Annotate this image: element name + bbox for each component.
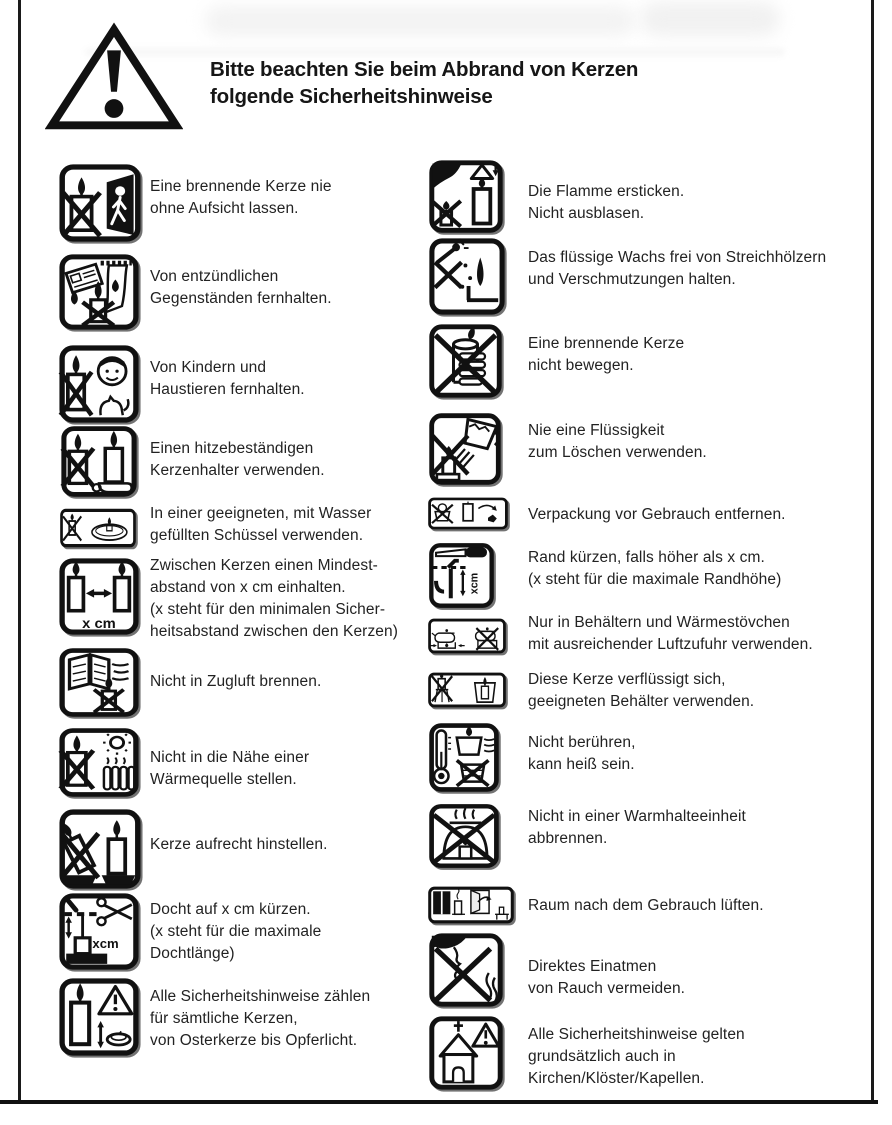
safety-text (528, 181, 684, 225)
text-line: abbrennen. (528, 830, 608, 847)
text-line: Nicht ausblasen. (528, 205, 645, 222)
water-bowl-icon (60, 508, 136, 548)
smother-flame-icon (428, 159, 504, 234)
text-line: Nur in Behältern und Wärmestövchen (528, 614, 790, 631)
safety-text (150, 899, 321, 965)
text-line: Von Kindern und (150, 359, 267, 376)
page-title (210, 56, 638, 110)
text-line: zum Löschen verwenden. (528, 444, 707, 461)
heat-source-icon (58, 727, 140, 798)
scan-bleedthrough (205, 6, 635, 36)
text-line: ohne Aufsicht lassen. (150, 200, 299, 217)
text-line: Haustieren fernhalten. (150, 381, 305, 398)
text-line: für sämtliche Kerzen, (150, 1010, 298, 1027)
heat-resistant-holder-icon (60, 425, 138, 498)
text-line: kann heiß sein. (528, 756, 635, 773)
text-line: (x steht für den minimalen Sicher- (150, 601, 386, 618)
safety-text (528, 333, 684, 377)
text-line: Rand kürzen, falls höher als x cm. (528, 549, 765, 566)
text-line: (x steht für die maximale (150, 923, 322, 940)
safety-text (150, 266, 332, 310)
text-line: Direktes Einatmen (528, 958, 657, 975)
safety-text (528, 806, 746, 850)
church-icon (428, 1015, 504, 1091)
text-line: Kerze aufrecht hinstellen. (150, 836, 328, 853)
safety-text (528, 1024, 745, 1090)
upright-candle-icon (58, 808, 142, 890)
no-warming-unit-icon (428, 803, 500, 869)
title-line-2: folgende Sicherheitshinweise (210, 85, 493, 108)
children-pets-icon (58, 344, 140, 424)
scan-bleedthrough (640, 2, 780, 36)
safety-text (150, 555, 398, 643)
text-line: Verpackung vor Gebrauch entfernen. (528, 506, 786, 523)
text-line: Nie eine Flüssigkeit (528, 422, 665, 439)
remove-packaging-icon (428, 497, 508, 530)
text-line: Einen hitzebeständigen (150, 440, 314, 457)
text-line: Raum nach dem Gebrauch lüften. (528, 897, 764, 914)
text-line: Das flüssige Wachs frei von Streichhölzern (528, 249, 827, 266)
warning-triangle-svg (45, 22, 183, 132)
safety-text (528, 612, 813, 656)
text-line: geeigneten Behälter verwenden. (528, 693, 755, 710)
all-candles-icon (58, 977, 140, 1057)
text-line: Gegenständen fernhalten. (150, 290, 332, 307)
safety-text (150, 176, 332, 220)
text-line: Kirchen/Klöster/Kapellen. (528, 1070, 705, 1087)
safety-text (528, 956, 685, 1000)
safety-text (150, 438, 325, 482)
safety-text (528, 732, 635, 776)
text-line: gefüllten Schüssel verwenden. (150, 527, 364, 544)
ventilate-room-icon (428, 886, 514, 924)
text-line: Dochtlänge) (150, 945, 235, 962)
trim-rim-icon (428, 542, 495, 609)
page-border-right (871, 0, 874, 1101)
safety-text (150, 834, 328, 856)
safety-text (150, 747, 309, 791)
clean-wax-icon (428, 237, 506, 316)
safety-text (528, 669, 754, 713)
text-line: Die Flamme ersticken. (528, 183, 685, 200)
text-line: Zwischen Kerzen einen Mindest- (150, 557, 378, 574)
trim-wick-icon (58, 892, 140, 971)
text-line: Kerzenhalter verwenden. (150, 462, 325, 479)
svg-text:x cm: x cm (82, 616, 116, 633)
liquefying-candle-icon (428, 672, 506, 708)
text-line: nicht bewegen. (528, 357, 634, 374)
safety-text (150, 503, 371, 547)
text-line: Wärmequelle stellen. (150, 771, 297, 788)
flammable-objects-icon (58, 253, 140, 331)
scan-bleedthrough (85, 48, 785, 56)
warning-triangle-icon (45, 22, 183, 132)
text-line: In einer geeigneten, mit Wasser (150, 505, 372, 522)
title-line-1: Bitte beachten Sie beim Abbrand von Kerzen (210, 58, 639, 81)
candle-distance-icon (58, 557, 140, 636)
safety-text (528, 504, 786, 526)
text-line: und Verschmutzungen halten. (528, 271, 736, 288)
text-line: heitsabstand zwischen den Kerzen) (150, 623, 398, 640)
text-line: grundsätzlich auch in (528, 1048, 676, 1065)
no-liquid-icon (428, 412, 502, 486)
text-line: von Osterkerze bis Opferlicht. (150, 1032, 358, 1049)
hot-surface-icon (428, 722, 500, 793)
safety-text (528, 547, 781, 591)
svg-text:xcm: xcm (92, 936, 119, 952)
text-line: abstand von x cm einhalten. (150, 579, 346, 596)
text-line: Alle Sicherheitshinweise gelten (528, 1026, 745, 1043)
text-line: Nicht in einer Warmhalteeinheit (528, 808, 746, 825)
draft-icon (58, 647, 140, 718)
text-line: Von entzündlichen (150, 268, 279, 285)
text-line: Nicht in die Nähe einer (150, 749, 310, 766)
dont-move-icon (428, 323, 503, 399)
safety-text (150, 357, 305, 401)
text-line: Diese Kerze verflüssigt sich, (528, 671, 726, 688)
safety-text (150, 671, 321, 693)
text-line: von Rauch vermeiden. (528, 980, 686, 997)
text-line: mit ausreichender Luftzufuhr verwenden. (528, 636, 813, 653)
svg-text:xcm: xcm (468, 572, 481, 595)
page-border-left (18, 0, 21, 1101)
text-line: Nicht in Zugluft brennen. (150, 673, 322, 690)
page-border-bottom (0, 1100, 878, 1104)
text-line: Alle Sicherheitshinweise zählen (150, 988, 371, 1005)
text-line: Docht auf x cm kürzen. (150, 901, 311, 918)
safety-text (528, 247, 826, 291)
safety-text (528, 420, 707, 464)
safety-text (150, 986, 370, 1052)
text-line: Eine brennende Kerze (528, 335, 685, 352)
candle-unattended-icon (58, 163, 142, 243)
text-line: (x steht für die maximale Randhöhe) (528, 571, 782, 588)
no-smoke-inhalation-icon (428, 932, 504, 1008)
text-line: Nicht berühren, (528, 734, 636, 751)
text-line: Eine brennende Kerze nie (150, 178, 332, 195)
safety-text (528, 895, 764, 917)
warmer-airflow-icon (428, 618, 506, 654)
